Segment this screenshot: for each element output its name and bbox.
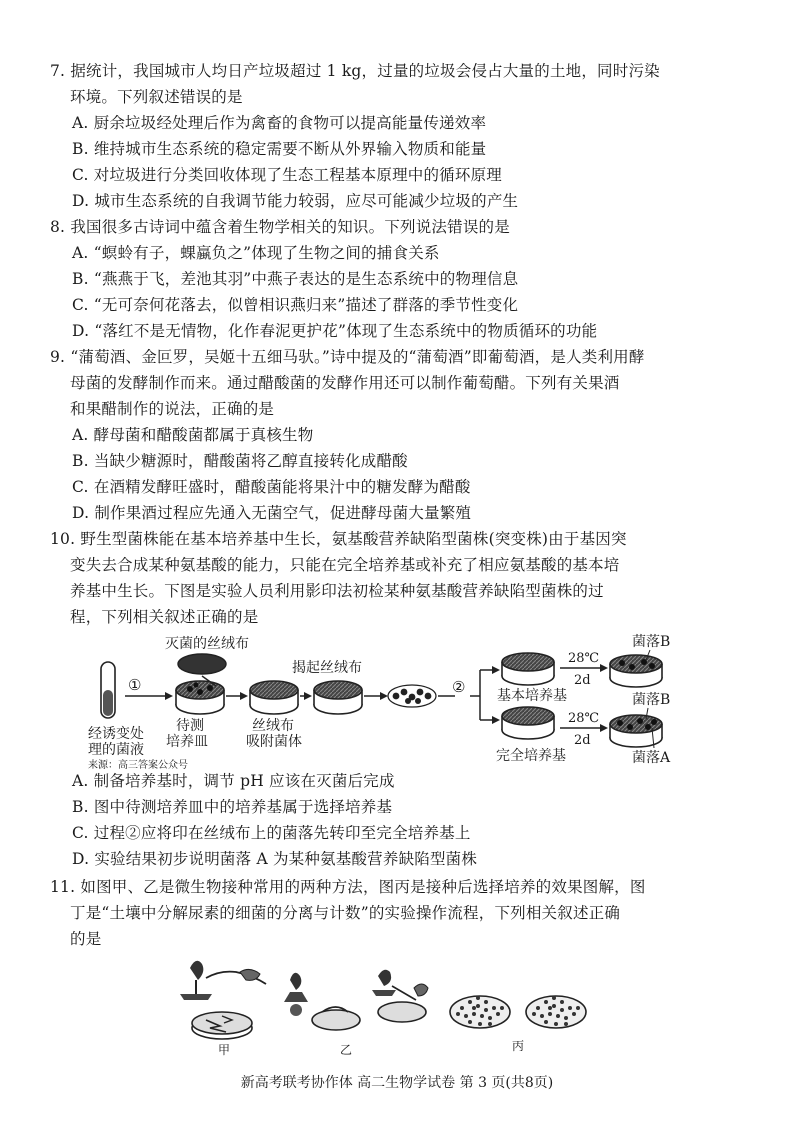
q9-option-b: B. 当缺少糖源时，醋酸菌将乙醇直接转化成醋酸 <box>72 452 408 470</box>
q9-option-d: D. 制作果酒过程应先通入无菌空气，促进酵母菌大量繁殖 <box>72 504 472 522</box>
source-watermark: 来源：高三答案公众号 <box>88 760 188 770</box>
q10-stem-line-1: 10. 野生型菌株能在基本培养基中生长，氨基酸营养缺陷型菌株(突变株)由于基因突 <box>50 530 627 548</box>
result-basic-plate-icon <box>610 655 662 687</box>
temp-bottom: 28℃ <box>568 711 600 726</box>
q8-option-d: D. “落红不是无情物，化作春泥更护花”体现了生态系统中的物质循环的功能 <box>72 322 598 340</box>
q9-option-c: C. 在酒精发酵旺盛时，醋酸菌能将果汁中的糖发酵为醋酸 <box>72 478 471 496</box>
streak-method-icon <box>180 961 266 1039</box>
colony-plate-2-icon <box>526 996 586 1028</box>
tube-label-line-1: 经诱变处 <box>88 726 144 742</box>
label-sterile-velvet: 灭菌的丝绒布 <box>165 636 249 652</box>
result-complete-plate-icon <box>610 715 662 747</box>
colony-plate-1-icon <box>450 996 510 1028</box>
spread-method-icon <box>284 970 428 1030</box>
label-complete-medium: 完全培养基 <box>496 748 566 764</box>
q11-stem-line-2: 丁是“土壤中分解尿素的细菌的分离与计数”的实验操作流程，下列相关叙述正确 <box>70 904 621 922</box>
label-yi: 乙 <box>340 1043 353 1057</box>
label-basic-medium: 基本培养基 <box>497 688 567 704</box>
tube-label-line-2: 理的菌液 <box>88 742 144 758</box>
q8-option-a: A. “螟蛉有子，蜾蠃负之”体现了生物之间的捕食关系 <box>72 244 440 262</box>
q9-option-a: A. 酵母菌和醋酸菌都属于真核生物 <box>72 426 314 444</box>
lifted-velvet-plate-icon <box>314 681 362 714</box>
plate-label-line-2: 培养皿 <box>166 734 208 750</box>
time-bottom: 2d <box>574 733 591 748</box>
complete-medium-plate-icon <box>502 707 554 739</box>
q8-option-c: C. “无可奈何花落去，似曾相识燕归来”描述了群落的季节性变化 <box>72 296 519 314</box>
page-footer: 新高考联考协作体 高二生物学试卷 第 3 页(共8页) <box>240 1075 554 1091</box>
test-tube-icon <box>101 662 115 718</box>
q10-stem-line-2: 变失去合成某种氨基酸的能力，只能在完全培养基或补充了相应氨基酸的基本培 <box>70 556 620 574</box>
q8-option-b: B. “燕燕于飞，差池其羽”中燕子表达的是生态系统中的物理信息 <box>72 270 519 288</box>
plate-label-line-1: 待测 <box>176 718 204 734</box>
velvet-plate-icon <box>250 681 298 714</box>
q9-stem-line-1: 9. “蒲萄酒、金叵罗，吴姬十五细马驮。”诗中提及的“蒲萄酒”即葡萄酒，是人类利用酵 <box>50 348 645 366</box>
step-2-marker: ② <box>452 678 466 696</box>
q7-stem-line-2: 环境。下列叙述错误的是 <box>70 88 243 106</box>
inoculation-figure <box>0 950 794 1060</box>
q7-option-a: A. 厨余垃圾经处理后作为禽畜的食物可以提高能量传递效率 <box>72 114 487 132</box>
replica-plating-figure <box>0 620 794 770</box>
test-plate-icon <box>176 681 224 714</box>
label-bing: 丙 <box>512 1039 525 1053</box>
q7-option-d: D. 城市生态系统的自我调节能力较弱，应尽可能减少垃圾的产生 <box>72 192 519 210</box>
label-colony-b-bottom: 菌落B <box>632 692 671 708</box>
q8-stem-line-1: 8. 我国很多古诗词中蕴含着生物学相关的知识。下列说法错误的是 <box>50 218 510 236</box>
q10-option-b: B. 图中待测培养皿中的培养基属于选择培养基 <box>72 798 393 816</box>
q9-stem-line-2: 母菌的发酵制作而来。通过醋酸菌的发酵作用还可以制作葡萄醋。下列有关果酒 <box>70 374 620 392</box>
label-jia: 甲 <box>218 1043 231 1057</box>
velvet-label-line-1: 丝绒布 <box>252 718 294 734</box>
q10-option-c: C. 过程②应将印在丝绒布上的菌落先转印至完全培养基上 <box>72 824 471 842</box>
q7-stem-line-1: 7. 据统计，我国城市人均日产垃圾超过 1 kg，过量的垃圾会侵占大量的土地，同时污染 <box>50 62 660 80</box>
time-top: 2d <box>574 673 591 688</box>
label-colony-a: 菌落A <box>632 750 671 766</box>
q10-option-a: A. 制备培养基时，调节 pH 应该在灭菌后完成 <box>72 772 395 790</box>
velvet-label-line-2: 吸附菌体 <box>246 734 302 750</box>
q11-stem-line-3: 的是 <box>70 930 102 948</box>
q11-stem-line-1: 11. 如图甲、乙是微生物接种常用的两种方法，图丙是接种后选择培养的效果图解，图 <box>50 878 646 896</box>
q10-option-d: D. 实验结果初步说明菌落 A 为某种氨基酸营养缺陷型菌株 <box>72 850 478 868</box>
velvet-colonies-icon <box>388 685 436 707</box>
q9-stem-line-3: 和果醋制作的说法，正确的是 <box>70 400 275 418</box>
label-lift-velvet: 揭起丝绒布 <box>292 660 362 676</box>
step-1-marker: ① <box>128 676 142 694</box>
q7-option-c: C. 对垃圾进行分类回收体现了生态工程基本原理中的循环原理 <box>72 166 502 184</box>
q10-stem-line-3: 养基中生长。下图是实验人员利用影印法初检某种氨基酸营养缺陷型菌株的过 <box>70 582 604 600</box>
temp-top: 28℃ <box>568 651 600 666</box>
label-colony-b-top: 菌落B <box>632 634 671 650</box>
q10-stem-line-4: 程，下列相关叙述正确的是 <box>70 608 259 626</box>
velvet-cloth-icon <box>178 654 226 674</box>
basic-medium-plate-icon <box>502 653 554 685</box>
q7-option-b: B. 维持城市生态系统的稳定需要不断从外界输入物质和能量 <box>72 140 487 158</box>
